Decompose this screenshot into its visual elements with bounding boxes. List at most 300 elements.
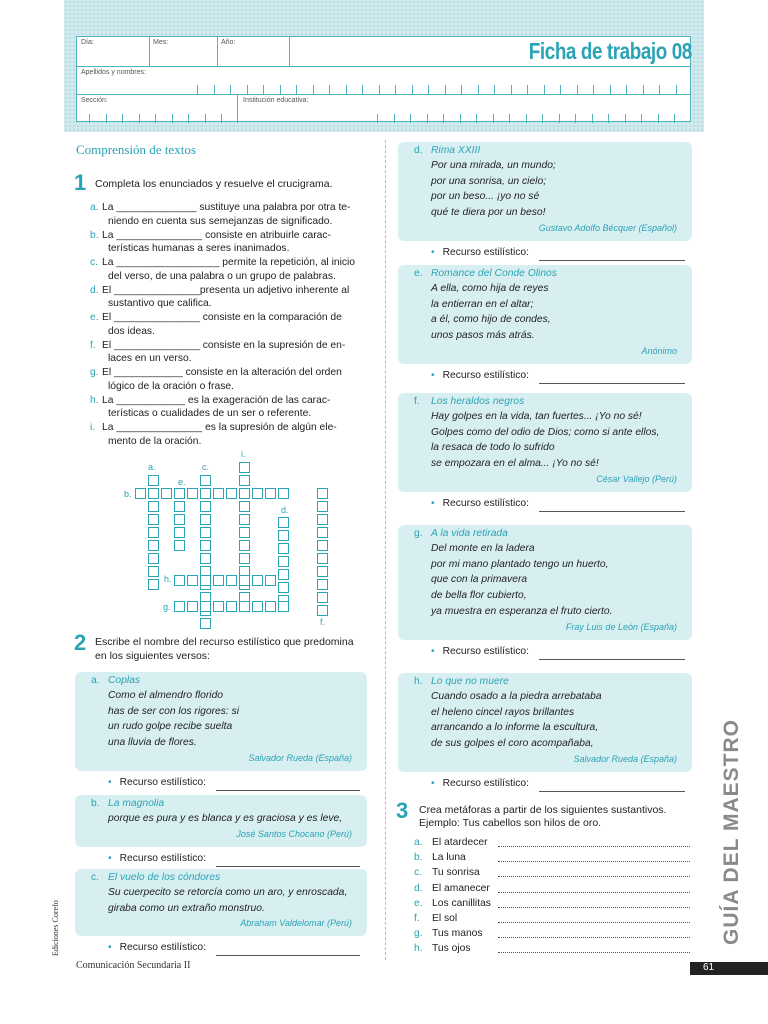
field-tick xyxy=(608,114,609,123)
crossword-cell[interactable] xyxy=(174,601,185,612)
statement-item xyxy=(90,284,372,298)
recurso-label xyxy=(108,853,206,864)
crossword-cell[interactable] xyxy=(148,475,159,486)
recurso-answer-line[interactable] xyxy=(539,383,685,384)
field-tick xyxy=(362,85,363,94)
poem-line: Hay golpes en la vida, tan fuertes... ¡Yo no sé! xyxy=(431,411,642,422)
poem-line: que con la primavera xyxy=(431,574,528,586)
field-tick xyxy=(427,114,428,123)
field-tick xyxy=(674,114,675,123)
field-tick xyxy=(139,114,140,123)
poem-title xyxy=(414,676,509,687)
question-3-text-line-1: Crea metáforas a partir de los siguientes sustantivos. xyxy=(419,804,667,816)
poem-letter: e. xyxy=(414,268,423,279)
field-tick xyxy=(394,114,395,123)
poem-line: la entierran en el altar; xyxy=(431,298,534,310)
crossword-cell[interactable] xyxy=(200,540,211,551)
item-letter: a. xyxy=(90,202,99,213)
field-tick xyxy=(155,114,156,123)
crossword-cell[interactable] xyxy=(278,569,289,580)
field-tick xyxy=(610,85,611,94)
poem-title-text: Coplas xyxy=(108,675,141,686)
metaphor-item xyxy=(414,942,471,956)
item-word: La luna xyxy=(432,852,466,864)
column-divider xyxy=(385,140,386,960)
crossword-cell[interactable] xyxy=(239,475,250,486)
item-letter: d. xyxy=(90,284,99,296)
institution-field[interactable]: Institución educativa: xyxy=(243,97,309,104)
crossword-cell[interactable] xyxy=(317,514,328,525)
page-number-box xyxy=(690,962,768,975)
poem-line: A ella, como hija de reyes xyxy=(431,283,549,294)
statement-item xyxy=(90,311,372,325)
bullet-icon: • xyxy=(108,852,112,864)
crossword-cell[interactable] xyxy=(200,618,211,629)
item-word: Tus manos xyxy=(432,928,483,940)
statement-item-continued: del verso, de una palabra o un grupo de palabras. xyxy=(108,270,336,282)
month-field[interactable]: Mes: xyxy=(149,37,218,66)
recurso-answer-line[interactable] xyxy=(216,866,360,867)
poem-line: arrancando a lo informe la escultura, xyxy=(431,722,599,734)
statement-item xyxy=(90,229,372,243)
poem-letter: a. xyxy=(91,675,100,686)
poem-author: Gustavo Adolfo Bécquer (Español) xyxy=(538,222,677,233)
crossword-cell[interactable] xyxy=(148,488,159,499)
item-text: La __________________ permite la repetición, al inicio xyxy=(102,257,356,268)
crossword-cell[interactable] xyxy=(265,601,276,612)
bullet-icon: • xyxy=(431,369,435,381)
recurso-answer-line[interactable] xyxy=(216,955,360,956)
poem-author: Anónimo xyxy=(641,345,677,356)
field-tick xyxy=(626,85,627,94)
crossword-cell[interactable] xyxy=(239,540,250,551)
statement-item xyxy=(90,366,372,380)
metaphor-answer-line[interactable] xyxy=(498,907,690,908)
field-tick xyxy=(377,114,378,123)
item-text: El ____________ consiste en la alteración del orden xyxy=(102,367,342,378)
field-tick xyxy=(560,85,561,94)
crossword-cell[interactable] xyxy=(252,488,263,499)
crossword-cell[interactable] xyxy=(278,582,289,593)
field-tick xyxy=(476,114,477,123)
question-3-text-line-2: Ejemplo: Tus cabellos son hilos de oro. xyxy=(419,817,602,829)
recurso-text: Recurso estilístico: xyxy=(442,645,530,657)
item-letter: e. xyxy=(90,312,99,323)
crossword-cell[interactable] xyxy=(278,530,289,541)
field-tick xyxy=(313,85,314,94)
metaphor-answer-line[interactable] xyxy=(498,937,690,938)
poem-line: por un beso... ¡yo no sé xyxy=(431,191,540,203)
crossword-cell[interactable] xyxy=(200,575,211,586)
recurso-label xyxy=(108,942,206,953)
metaphor-answer-line[interactable] xyxy=(498,876,690,877)
item-letter: b. xyxy=(90,229,99,241)
field-tick xyxy=(230,85,231,94)
recurso-text: Recurso estilístico: xyxy=(119,942,207,954)
recurso-answer-line[interactable] xyxy=(216,790,360,791)
poem-title-text: Romance del Conde Olinos xyxy=(431,268,557,279)
crossword-cell[interactable] xyxy=(200,527,211,538)
field-tick xyxy=(676,85,677,94)
item-letter: h. xyxy=(90,394,99,406)
field-tick xyxy=(106,114,107,123)
field-tick xyxy=(511,85,512,94)
crossword-cell[interactable] xyxy=(239,462,250,473)
poem-line: unos pasos más atrás. xyxy=(431,330,535,342)
crossword-cell[interactable] xyxy=(174,488,185,499)
question-2-text-line-2: en los siguientes versos: xyxy=(95,650,210,662)
item-word: El atardecer xyxy=(432,837,488,848)
crossword-cell[interactable] xyxy=(213,601,224,612)
recurso-text: Recurso estilístico: xyxy=(119,852,207,864)
field-tick xyxy=(410,114,411,123)
poem-line: qué te diera por un beso! xyxy=(431,207,546,219)
recurso-label xyxy=(431,370,529,381)
crossword-cell[interactable] xyxy=(317,553,328,564)
crossword-cell[interactable] xyxy=(317,540,328,551)
statement-item xyxy=(90,201,372,215)
field-tick xyxy=(221,114,222,123)
recurso-answer-line[interactable] xyxy=(539,659,685,660)
statement-item-continued: laces en un verso. xyxy=(108,353,192,364)
crossword-cell[interactable] xyxy=(174,575,185,586)
field-tick xyxy=(247,85,248,94)
crossword-label-f: f. xyxy=(320,617,326,627)
worksheet-title: Ficha de trabajo 08 xyxy=(528,38,692,64)
crossword-cell[interactable] xyxy=(317,592,328,603)
item-word: El sol xyxy=(432,913,458,924)
name-field[interactable]: Apellidos y nombres: xyxy=(77,67,690,95)
item-text: La _______________ consiste en atribuirle carac- xyxy=(102,229,331,241)
bullet-icon: • xyxy=(431,246,435,258)
poem-author: Salvador Rueda (España) xyxy=(573,753,677,764)
field-tick xyxy=(214,85,215,94)
item-text: La _______________ es la supresión de algún ele- xyxy=(102,422,337,433)
section-field[interactable]: Sección: xyxy=(77,95,238,123)
item-text: El _______________ consiste en la comparación de xyxy=(102,312,342,323)
crossword-cell[interactable] xyxy=(239,553,250,564)
poem-title-text: Los heraldos negros xyxy=(431,396,525,407)
statement-item xyxy=(90,256,372,270)
section-title: Comprensión de textos xyxy=(76,142,196,157)
item-letter: g. xyxy=(90,367,99,378)
poem-line: de sus golpes el coro acompañaba, xyxy=(431,738,594,750)
metaphor-item xyxy=(414,836,488,850)
crossword-cell[interactable] xyxy=(239,575,250,586)
field-tick xyxy=(542,114,543,123)
crossword-cell[interactable] xyxy=(148,553,159,564)
field-tick xyxy=(658,114,659,123)
recurso-answer-line[interactable] xyxy=(539,791,685,792)
crossword-cell[interactable] xyxy=(148,579,159,590)
field-tick xyxy=(494,85,495,94)
field-tick xyxy=(577,85,578,94)
item-word: Tu sonrisa xyxy=(432,867,480,879)
recurso-text: Recurso estilístico: xyxy=(442,246,530,258)
field-tick xyxy=(89,114,90,123)
crossword-cell[interactable] xyxy=(200,553,211,564)
crossword-cell[interactable] xyxy=(200,601,211,612)
poem-line: Golpes como del odio de Dios; como si ante ellos, xyxy=(431,426,660,438)
recurso-label xyxy=(431,646,529,657)
item-text: El _______________ consiste en la supresión de en- xyxy=(102,339,346,351)
crossword-label-i: i. xyxy=(241,449,246,459)
metaphor-item xyxy=(414,851,466,865)
poem-title-text: A la vida retirada xyxy=(431,528,508,539)
crossword-cell[interactable] xyxy=(174,527,185,538)
statement-item xyxy=(90,421,372,435)
crossword-label-e: e. xyxy=(178,477,186,487)
poem-title-text: La magnolia xyxy=(108,798,165,809)
bullet-icon: • xyxy=(431,645,435,657)
question-2-text-line-1: Escribe el nombre del recurso estilístico que predomina xyxy=(95,636,354,648)
crossword-cell[interactable] xyxy=(317,527,328,538)
recurso-label xyxy=(108,777,206,788)
crossword-label-d: d. xyxy=(281,505,289,515)
item-letter: h. xyxy=(414,943,423,955)
field-tick xyxy=(659,85,660,94)
item-text: La ______________ sustituye una palabra por otra te- xyxy=(102,202,351,213)
crossword-cell[interactable] xyxy=(213,488,224,499)
question-1-text: Completa los enunciados y resuelve el crucigrama. xyxy=(95,178,333,190)
poem-line: Del monte en la ladera xyxy=(431,543,535,554)
crossword-cell[interactable] xyxy=(148,527,159,538)
crossword-label-c: c. xyxy=(202,462,210,472)
crossword-cell[interactable] xyxy=(278,601,289,612)
field-tick xyxy=(493,114,494,123)
poem-letter: h. xyxy=(414,676,423,687)
poem-line: una lluvia de flores. xyxy=(108,737,197,749)
poem-line: por mi mano plantado tengo un huerto, xyxy=(431,558,609,570)
metaphor-item xyxy=(414,912,457,926)
crossword-cell[interactable] xyxy=(161,488,172,499)
statement-item-continued: terísticas humanas a seres inanimados. xyxy=(108,243,290,254)
item-text: El _______________presenta un adjetivo inherente al xyxy=(102,284,350,296)
item-letter: g. xyxy=(414,928,423,940)
crossword-cell[interactable] xyxy=(252,575,263,586)
crossword-cell[interactable] xyxy=(200,488,211,499)
statement-item-continued: dos ideas. xyxy=(108,325,155,337)
poem-letter: b. xyxy=(91,798,100,809)
poem-line: giraba como un extraño monstruo. xyxy=(108,902,265,914)
poem-title xyxy=(414,528,508,539)
metaphor-answer-line[interactable] xyxy=(498,892,690,893)
field-tick xyxy=(559,114,560,123)
crossword-cell[interactable] xyxy=(174,501,185,512)
crossword-cell[interactable] xyxy=(317,488,328,499)
poem-letter: f. xyxy=(414,396,420,407)
crossword-cell[interactable] xyxy=(135,488,146,499)
statement-item-continued: lógico de la oración o frase. xyxy=(108,380,234,392)
crossword-label-h: h. xyxy=(164,574,172,584)
crossword-cell[interactable] xyxy=(213,575,224,586)
bullet-icon: • xyxy=(108,776,112,788)
metaphor-answer-line[interactable] xyxy=(498,846,690,847)
poem-line: el heleno cincel rayos brillantes xyxy=(431,706,575,718)
item-letter: e. xyxy=(414,897,423,909)
question-number-2: 2 xyxy=(74,630,87,655)
poem-author: Salvador Rueda (España) xyxy=(248,752,352,763)
poem-line: Como el almendro florido xyxy=(108,690,224,701)
crossword-cell[interactable] xyxy=(239,527,250,538)
crossword-cell[interactable] xyxy=(187,601,198,612)
crossword-label-a: a. xyxy=(148,462,156,472)
item-letter: b. xyxy=(414,852,423,864)
poem-title-text: Lo que no muere xyxy=(431,676,509,687)
poem-title xyxy=(414,268,557,279)
poem-line: porque es pura y es blanca y es graciosa y es leve, xyxy=(108,813,343,824)
item-letter: a. xyxy=(414,837,423,848)
statement-item xyxy=(90,339,372,353)
poem-author: Abraham Valdelomar (Perú) xyxy=(240,918,352,929)
field-tick xyxy=(478,85,479,94)
section-row xyxy=(77,95,690,123)
crossword-cell[interactable] xyxy=(239,501,250,512)
crossword-cell[interactable] xyxy=(187,575,198,586)
crossword-label-g: g. xyxy=(163,602,171,612)
field-tick xyxy=(197,85,198,94)
poem-line: Cuando osado a la piedra arrebataba xyxy=(431,691,602,702)
poem-line: la resaca de todo lo sufrido xyxy=(431,442,555,454)
field-tick xyxy=(346,85,347,94)
crossword-cell[interactable] xyxy=(174,514,185,525)
crossword-cell[interactable] xyxy=(278,543,289,554)
recurso-label xyxy=(431,498,529,509)
recurso-text: Recurso estilístico: xyxy=(442,777,530,789)
item-letter: d. xyxy=(414,882,423,894)
metaphor-answer-line[interactable] xyxy=(498,952,690,953)
crossword-cell[interactable] xyxy=(148,514,159,525)
poem-title xyxy=(91,675,140,686)
item-word: Los canillitas xyxy=(432,897,491,909)
field-tick xyxy=(263,85,264,94)
poem-title-text: Rima XXIII xyxy=(431,145,481,156)
field-tick xyxy=(122,114,123,123)
metaphor-item xyxy=(414,897,491,911)
crossword-cell[interactable] xyxy=(278,488,289,499)
statement-item xyxy=(90,394,372,408)
field-tick xyxy=(296,85,297,94)
item-word: Tus ojos xyxy=(432,943,471,955)
field-tick xyxy=(395,85,396,94)
crossword-cell[interactable] xyxy=(317,566,328,577)
recurso-label xyxy=(431,247,529,258)
crossword-cell[interactable] xyxy=(174,540,185,551)
metaphor-item xyxy=(414,882,490,896)
crossword-cell[interactable] xyxy=(278,517,289,528)
crossword-cell[interactable] xyxy=(265,575,276,586)
item-text: La ____________ es la exageración de las carac- xyxy=(102,394,331,406)
bullet-icon: • xyxy=(108,942,112,954)
poem-line: se empozara en el alma... ¡Yo no sé! xyxy=(431,458,599,470)
poem-letter: c. xyxy=(91,872,100,883)
crossword-cell[interactable] xyxy=(226,601,237,612)
poem-title-text: El vuelo de los cóndores xyxy=(108,872,221,883)
svg-text:Ediciones Corefo: Ediciones Corefo xyxy=(51,900,60,956)
poem-title xyxy=(414,145,480,156)
crossword-cell[interactable] xyxy=(187,488,198,499)
question-number-1: 1 xyxy=(74,170,87,195)
metaphor-answer-line[interactable] xyxy=(498,861,690,862)
crossword-cell[interactable] xyxy=(239,514,250,525)
crossword-cell[interactable] xyxy=(226,488,237,499)
recurso-answer-line[interactable] xyxy=(539,511,685,512)
day-field[interactable]: Día: xyxy=(77,37,150,66)
metaphor-item xyxy=(414,927,483,941)
question-number-3: 3 xyxy=(396,798,409,823)
crossword-cell[interactable] xyxy=(265,488,276,499)
crossword-label-b: b. xyxy=(124,489,132,499)
statement-item-continued: sustantivo que califica. xyxy=(108,298,212,309)
field-tick xyxy=(575,114,576,123)
bullet-icon: • xyxy=(431,497,435,509)
crossword-cell[interactable] xyxy=(317,501,328,512)
crossword-cell[interactable] xyxy=(317,579,328,590)
poem-title xyxy=(414,396,524,407)
page-number: 61 xyxy=(703,962,715,973)
poem-line: de bella flor cubierto, xyxy=(431,590,527,602)
crossword-cell[interactable] xyxy=(200,514,211,525)
field-tick xyxy=(412,85,413,94)
poem-line: Por una mirada, un mundo; xyxy=(431,160,556,171)
poem-author: César Vallejo (Perú) xyxy=(596,473,677,484)
field-tick xyxy=(428,85,429,94)
crossword-cell[interactable] xyxy=(278,556,289,567)
crossword-cell[interactable] xyxy=(148,566,159,577)
poem-letter: g. xyxy=(414,528,423,539)
item-letter: c. xyxy=(414,867,423,879)
field-tick xyxy=(509,114,510,123)
crossword-cell[interactable] xyxy=(200,501,211,512)
crossword-cell[interactable] xyxy=(200,475,211,486)
svg-text:GUÍA DEL MAESTRO: GUÍA DEL MAESTRO xyxy=(720,718,743,945)
statement-item-continued: niendo en cuenta sus semejanzas de significado. xyxy=(108,215,333,227)
poem-line: ya muestra en esperanza el fruto cierto. xyxy=(431,605,613,617)
field-tick xyxy=(460,114,461,123)
poem-line: a él, como hijo de condes, xyxy=(431,314,551,326)
statement-item-continued: mento de la oración. xyxy=(108,435,202,447)
field-tick xyxy=(544,85,545,94)
crossword-cell[interactable] xyxy=(239,488,250,499)
field-tick xyxy=(445,85,446,94)
item-letter: i. xyxy=(90,422,96,433)
crossword-cell[interactable] xyxy=(317,605,328,616)
recurso-text: Recurso estilístico: xyxy=(119,776,207,788)
item-word: El amanecer xyxy=(432,882,490,894)
recurso-answer-line[interactable] xyxy=(539,260,685,261)
poem-title xyxy=(91,798,164,809)
field-tick xyxy=(461,85,462,94)
crossword-cell[interactable] xyxy=(148,540,159,551)
crossword-cell[interactable] xyxy=(239,601,250,612)
recurso-text: Recurso estilístico: xyxy=(442,369,530,381)
item-letter: f. xyxy=(90,339,96,351)
recurso-label xyxy=(431,778,529,789)
crossword-cell[interactable] xyxy=(226,575,237,586)
crossword-cell[interactable] xyxy=(148,501,159,512)
field-tick xyxy=(172,114,173,123)
year-field[interactable]: Año: xyxy=(217,37,290,66)
poem-author: Fray Luis de León (España) xyxy=(565,621,677,632)
metaphor-answer-line[interactable] xyxy=(498,922,690,923)
publisher-label xyxy=(38,880,68,960)
field-tick xyxy=(592,114,593,123)
poem-title xyxy=(91,872,220,883)
poem-line: un rudo golpe recibe suelta xyxy=(108,721,233,733)
poem-author: José Santos Chocano (Perú) xyxy=(236,828,352,839)
crossword-cell[interactable] xyxy=(252,601,263,612)
recurso-text: Recurso estilístico: xyxy=(442,497,530,509)
